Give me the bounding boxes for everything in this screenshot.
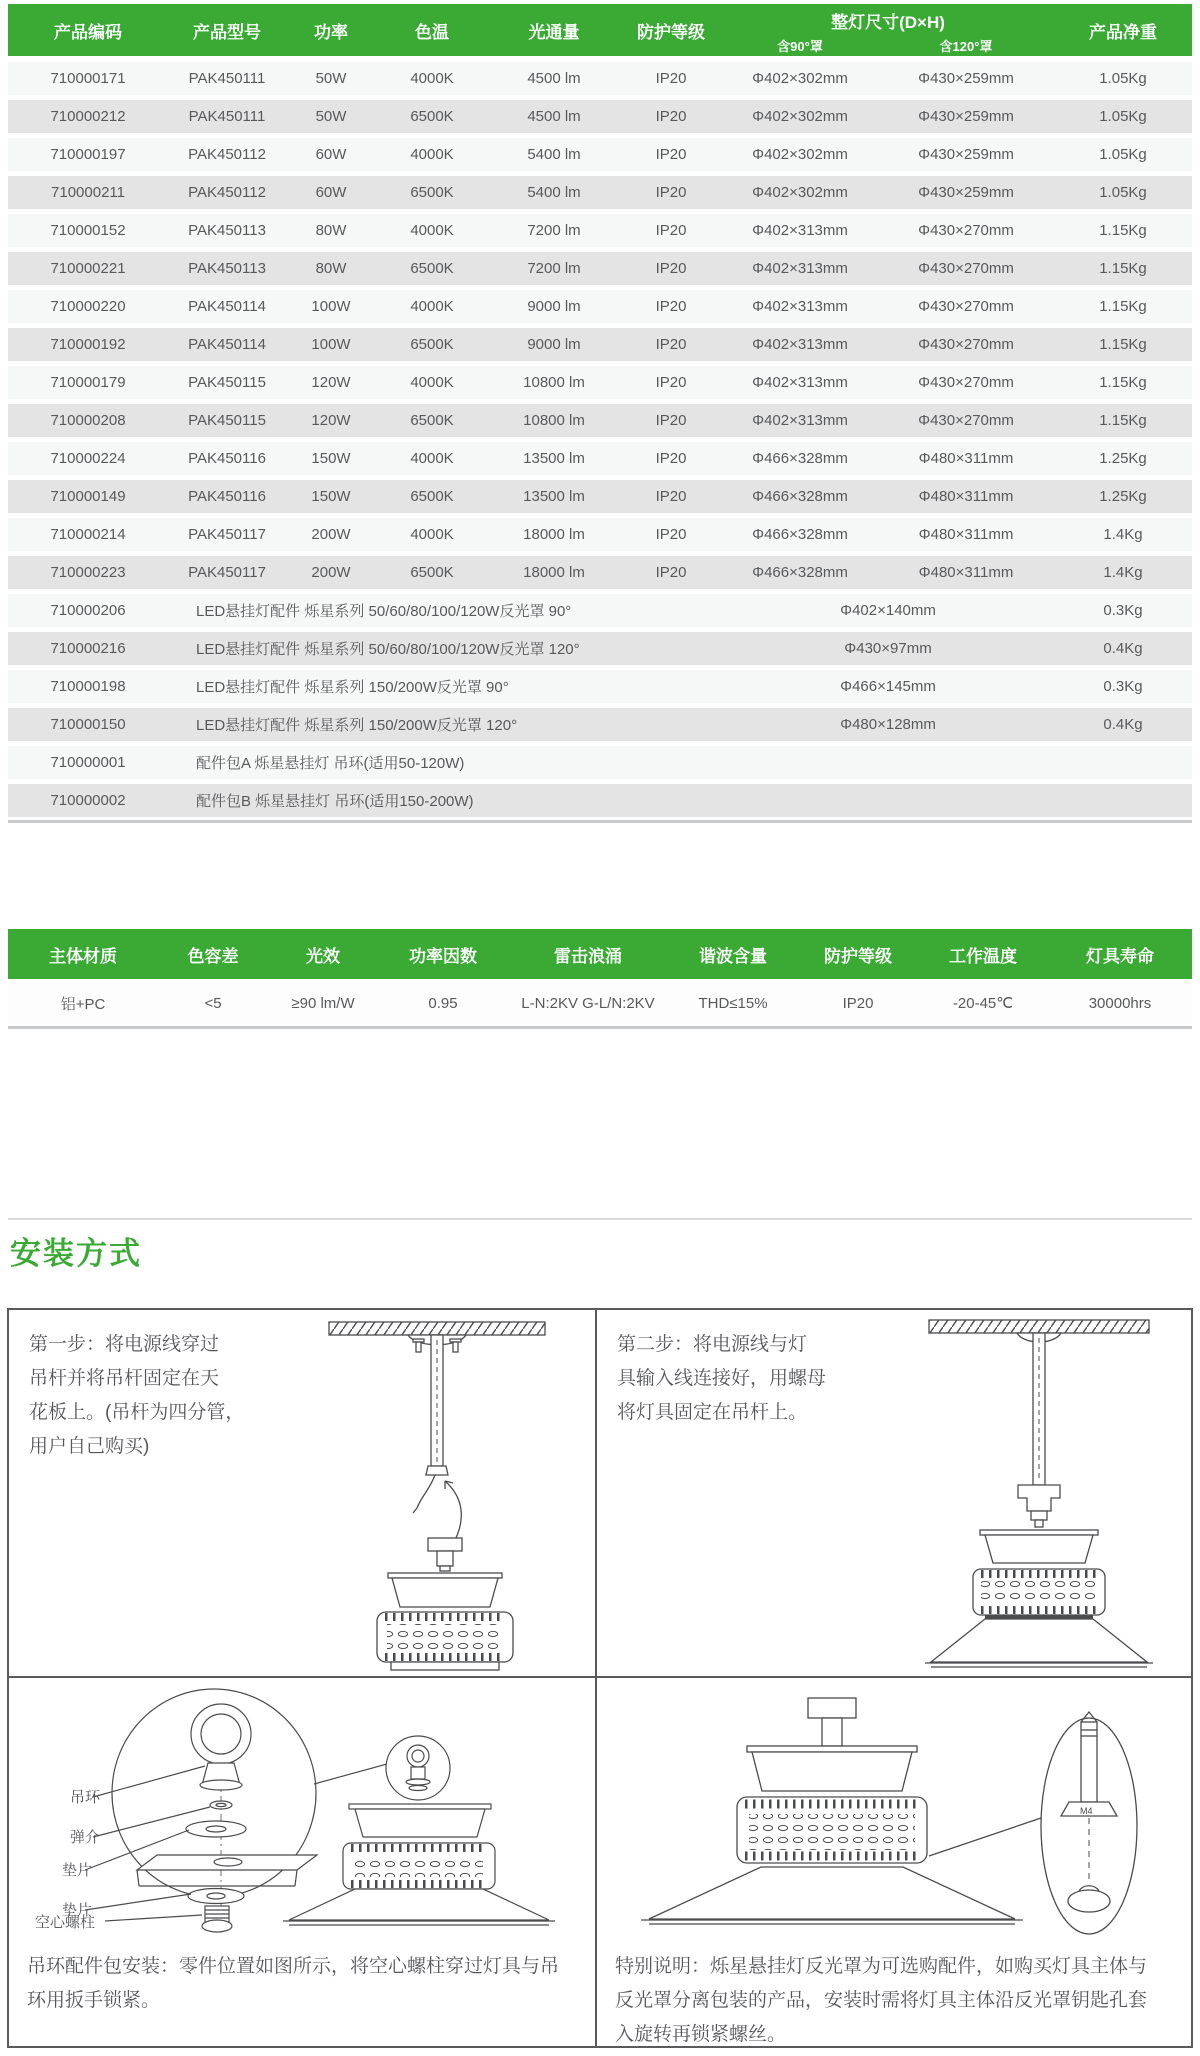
- spec-table-header: [8, 929, 1192, 980]
- cell-power: 200W: [286, 554, 376, 592]
- header-model: 产品型号: [168, 4, 286, 59]
- text-line: 将灯具固定在吊杆上。: [617, 1402, 808, 1423]
- cell-dim120: Φ430×270mm: [878, 212, 1054, 250]
- cell-ip: IP20: [620, 98, 722, 136]
- cell-weight: 0.3Kg: [1054, 668, 1192, 706]
- cell-flux: 13500 lm: [488, 478, 620, 516]
- cell-accessory-desc: LED悬挂灯配件 烁星系列 150/200W反光罩 120°: [168, 706, 722, 744]
- cell-ip: IP20: [620, 136, 722, 174]
- cell-flux: 5400 lm: [488, 136, 620, 174]
- header-ip: 防护等级: [620, 4, 722, 59]
- cell-weight: 1.25Kg: [1054, 440, 1192, 478]
- cell-dim120: Φ430×270mm: [878, 326, 1054, 364]
- cell-dim90: Φ402×302mm: [722, 98, 878, 136]
- cell-dim120: Φ480×311mm: [878, 478, 1054, 516]
- cell-power: 60W: [286, 174, 376, 212]
- cell-ip: IP20: [620, 478, 722, 516]
- text-line: 第一步：将电源线穿过: [29, 1334, 220, 1355]
- hollow-stud-label: 空心螺柱: [35, 1914, 96, 1931]
- cell-product-code: 710000002: [8, 782, 168, 820]
- header-dim90: 含90°罩: [722, 34, 878, 59]
- cell-weight: 1.15Kg: [1054, 250, 1192, 288]
- cell-dim90: Φ402×313mm: [722, 402, 878, 440]
- cell-pack-desc: 配件包B 烁星悬挂灯 吊环(适用150-200W): [168, 782, 1192, 820]
- cell-ip: IP20: [620, 402, 722, 440]
- cell-model: PAK450114: [168, 326, 286, 364]
- bolt-size-mark: M4: [1080, 1806, 1093, 1816]
- cell-ip: IP20: [620, 554, 722, 592]
- cell-dim: Φ480×128mm: [722, 706, 1054, 744]
- cell-accessory-desc: LED悬挂灯配件 烁星系列 150/200W反光罩 90°: [168, 668, 722, 706]
- spec-header-cell: 光效: [268, 929, 378, 980]
- cell-power: 50W: [286, 98, 376, 136]
- cell-dim90: Φ402×313mm: [722, 250, 878, 288]
- install-step1-panel: [9, 1310, 597, 1678]
- cell-weight: 0.4Kg: [1054, 630, 1192, 668]
- text-line: 具输入线连接好，用螺母: [617, 1368, 827, 1389]
- product-table-row: [8, 668, 1192, 706]
- cell-product-code: 710000220: [8, 288, 168, 326]
- install-step1-text: [29, 1328, 244, 1464]
- step1-rod-ceiling-diagram-icon: [307, 1316, 577, 1674]
- cell-model: PAK450111: [168, 98, 286, 136]
- cell-power: 150W: [286, 478, 376, 516]
- cell-weight: 1.4Kg: [1054, 554, 1192, 592]
- electrical-spec-table: [8, 929, 1192, 1025]
- cell-model: PAK450115: [168, 364, 286, 402]
- spec-header-cell: 灯具寿命: [1048, 929, 1192, 980]
- cell-product-code: 710000198: [8, 668, 168, 706]
- cell-model: PAK450114: [168, 288, 286, 326]
- cell-power: 100W: [286, 326, 376, 364]
- header-flux: 光通量: [488, 4, 620, 59]
- cell-model: PAK450113: [168, 250, 286, 288]
- product-table-row: [8, 554, 1192, 592]
- cell-product-code: 710000224: [8, 440, 168, 478]
- cell-model: PAK450112: [168, 136, 286, 174]
- header-code: 产品编码: [8, 4, 168, 59]
- cell-cct: 4000K: [376, 440, 488, 478]
- cell-dim: Φ466×145mm: [722, 668, 1054, 706]
- cell-ip: IP20: [620, 288, 722, 326]
- cell-cct: 4000K: [376, 136, 488, 174]
- washer-label-1: 垫片: [62, 1862, 93, 1879]
- cell-power: 120W: [286, 402, 376, 440]
- cell-cct: 6500K: [376, 402, 488, 440]
- product-table-row: [8, 744, 1192, 782]
- cell-power: 150W: [286, 440, 376, 478]
- cell-ip: IP20: [620, 326, 722, 364]
- cell-ip: IP20: [620, 174, 722, 212]
- cell-flux: 10800 lm: [488, 402, 620, 440]
- cell-dim120: Φ480×311mm: [878, 554, 1054, 592]
- cell-dim120: Φ430×270mm: [878, 250, 1054, 288]
- spec-value-cell: L-N:2KV G-L/N:2KV: [508, 980, 668, 1025]
- cell-product-code: 710000171: [8, 59, 168, 98]
- cell-dim120: Φ430×259mm: [878, 59, 1054, 98]
- cell-flux: 9000 lm: [488, 288, 620, 326]
- header-dim120: 含120°罩: [878, 34, 1054, 59]
- cell-ip: IP20: [620, 212, 722, 250]
- install-section-title: 安装方式: [10, 1236, 142, 1271]
- cell-accessory-desc: LED悬挂灯配件 烁星系列 50/60/80/100/120W反光罩 90°: [168, 592, 722, 630]
- cell-dim90: Φ466×328mm: [722, 440, 878, 478]
- product-table-row: [8, 326, 1192, 364]
- cell-product-code: 710000152: [8, 212, 168, 250]
- cell-cct: 4000K: [376, 364, 488, 402]
- cell-flux: 13500 lm: [488, 440, 620, 478]
- cell-cct: 6500K: [376, 174, 488, 212]
- cell-ip: IP20: [620, 250, 722, 288]
- ring-install-note: [27, 1950, 559, 2018]
- cell-weight: 0.4Kg: [1054, 706, 1192, 744]
- cell-product-code: 710000211: [8, 174, 168, 212]
- text-line: 反光罩分离包装的产品，安装时需将灯具主体沿反光罩钥匙孔套: [615, 1990, 1148, 2011]
- cell-model: PAK450112: [168, 174, 286, 212]
- product-table-row: [8, 250, 1192, 288]
- cell-product-code: 710000150: [8, 706, 168, 744]
- product-spec-table: [8, 4, 1192, 822]
- spec-header-cell: 工作温度: [918, 929, 1048, 980]
- cell-cct: 6500K: [376, 478, 488, 516]
- table-bottom-rule: [8, 1026, 1192, 1029]
- cell-product-code: 710000212: [8, 98, 168, 136]
- product-table-row: [8, 136, 1192, 174]
- cell-weight: 1.25Kg: [1054, 478, 1192, 516]
- special-note-text: [615, 1950, 1147, 2052]
- cell-dim120: Φ430×270mm: [878, 364, 1054, 402]
- text-line: 用户自己购买): [29, 1436, 150, 1457]
- product-table-body: [8, 59, 1192, 820]
- cell-flux: 4500 lm: [488, 98, 620, 136]
- spec-table-values: [8, 980, 1192, 1025]
- cell-product-code: 710000214: [8, 516, 168, 554]
- cell-weight: 1.15Kg: [1054, 364, 1192, 402]
- cell-dim120: Φ480×311mm: [878, 440, 1054, 478]
- cell-weight: 1.05Kg: [1054, 136, 1192, 174]
- cell-model: PAK450113: [168, 212, 286, 250]
- text-line: 环用扳手锁紧。: [27, 1990, 161, 2011]
- cell-weight: 1.15Kg: [1054, 402, 1192, 440]
- installation-diagrams-box: [7, 1308, 1193, 2048]
- table-bottom-rule: [8, 820, 1192, 823]
- cell-flux: 4500 lm: [488, 59, 620, 98]
- cell-cct: 4000K: [376, 59, 488, 98]
- reflector-keyhole-diagram-icon: [597, 1678, 1189, 1946]
- cell-dim90: Φ402×302mm: [722, 136, 878, 174]
- product-table-header: [8, 4, 1192, 59]
- cell-product-code: 710000001: [8, 744, 168, 782]
- cell-cct: 4000K: [376, 516, 488, 554]
- cell-pack-desc: 配件包A 烁星悬挂灯 吊环(适用50-120W): [168, 744, 1192, 782]
- cell-dim: Φ430×97mm: [722, 630, 1054, 668]
- cell-product-code: 710000149: [8, 478, 168, 516]
- cell-cct: 6500K: [376, 98, 488, 136]
- special-note-panel: [597, 1678, 1191, 2046]
- product-table-row: [8, 592, 1192, 630]
- product-table-row: [8, 782, 1192, 820]
- cell-flux: 10800 lm: [488, 364, 620, 402]
- cell-power: 80W: [286, 212, 376, 250]
- text-line: 第二步：将电源线与灯: [617, 1334, 808, 1355]
- cell-cct: 6500K: [376, 250, 488, 288]
- cell-ip: IP20: [620, 440, 722, 478]
- header-weight: 产品净重: [1054, 4, 1192, 59]
- cell-cct: 6500K: [376, 326, 488, 364]
- cell-power: 200W: [286, 516, 376, 554]
- cell-weight: 0.3Kg: [1054, 592, 1192, 630]
- cell-flux: 5400 lm: [488, 174, 620, 212]
- cell-weight: 1.15Kg: [1054, 288, 1192, 326]
- cell-cct: 4000K: [376, 288, 488, 326]
- cell-power: 120W: [286, 364, 376, 402]
- cell-dim90: Φ466×328mm: [722, 554, 878, 592]
- cell-flux: 18000 lm: [488, 516, 620, 554]
- cell-weight: 1.05Kg: [1054, 59, 1192, 98]
- cell-product-code: 710000197: [8, 136, 168, 174]
- cell-dim: Φ402×140mm: [722, 592, 1054, 630]
- cell-dim90: Φ466×328mm: [722, 516, 878, 554]
- cell-product-code: 710000192: [8, 326, 168, 364]
- cell-dim120: Φ430×270mm: [878, 288, 1054, 326]
- text-line: 花板上。(吊杆为四分管，: [29, 1402, 245, 1423]
- product-table-row: [8, 440, 1192, 478]
- cell-flux: 9000 lm: [488, 326, 620, 364]
- spec-value-cell: ≥90 lm/W: [268, 980, 378, 1025]
- cell-model: PAK450116: [168, 440, 286, 478]
- product-table-row: [8, 630, 1192, 668]
- product-table-row: [8, 402, 1192, 440]
- cell-product-code: 710000216: [8, 630, 168, 668]
- cell-dim90: Φ402×302mm: [722, 174, 878, 212]
- cell-dim120: Φ430×270mm: [878, 402, 1054, 440]
- cell-cct: 6500K: [376, 554, 488, 592]
- spec-header-cell: 色容差: [158, 929, 268, 980]
- cell-weight: 1.15Kg: [1054, 212, 1192, 250]
- section-divider: [8, 1218, 1192, 1220]
- cell-power: 100W: [286, 288, 376, 326]
- spring-label: 弹介: [70, 1829, 101, 1846]
- spec-header-cell: 雷击浪涌: [508, 929, 668, 980]
- cell-weight: 1.05Kg: [1054, 174, 1192, 212]
- cell-dim120: Φ430×259mm: [878, 136, 1054, 174]
- product-table-row: [8, 59, 1192, 98]
- cell-ip: IP20: [620, 516, 722, 554]
- cell-dim120: Φ430×259mm: [878, 174, 1054, 212]
- ring-accessory-exploded-diagram-icon: [9, 1678, 595, 1946]
- text-line: 特别说明：烁星悬挂灯反光罩为可选购配件，如购买灯具主体与: [615, 1956, 1148, 1977]
- text-line: 入旋转再锁紧螺丝。: [615, 2024, 787, 2045]
- cell-power: 80W: [286, 250, 376, 288]
- cell-flux: 7200 lm: [488, 212, 620, 250]
- cell-dim90: Φ402×313mm: [722, 212, 878, 250]
- cell-dim90: Φ466×328mm: [722, 478, 878, 516]
- install-step2-text: [617, 1328, 826, 1430]
- header-power: 功率: [286, 4, 376, 59]
- product-table-row: [8, 364, 1192, 402]
- cell-ip: IP20: [620, 364, 722, 402]
- spec-value-cell: THD≤15%: [668, 980, 798, 1025]
- header-cct: 色温: [376, 4, 488, 59]
- product-table-row: [8, 174, 1192, 212]
- cell-dim120: Φ430×259mm: [878, 98, 1054, 136]
- product-table-row: [8, 478, 1192, 516]
- cell-weight: 1.4Kg: [1054, 516, 1192, 554]
- cell-dim90: Φ402×313mm: [722, 326, 878, 364]
- cell-flux: 18000 lm: [488, 554, 620, 592]
- spec-value-cell: 0.95: [378, 980, 508, 1025]
- cell-model: PAK450116: [168, 478, 286, 516]
- spec-value-cell: 30000hrs: [1048, 980, 1192, 1025]
- header-dimensions-group: 整灯尺寸(D×H): [722, 4, 1054, 34]
- cell-model: PAK450117: [168, 554, 286, 592]
- product-table-row: [8, 516, 1192, 554]
- cell-ip: IP20: [620, 59, 722, 98]
- step2-lamp-on-rod-diagram-icon: [889, 1314, 1189, 1672]
- cell-dim90: Φ402×313mm: [722, 364, 878, 402]
- spec-header-cell: 防护等级: [798, 929, 918, 980]
- cell-product-code: 710000206: [8, 592, 168, 630]
- spec-value-cell: IP20: [798, 980, 918, 1025]
- cell-product-code: 710000208: [8, 402, 168, 440]
- washer-label-2: 垫片: [62, 1902, 93, 1919]
- ring-accessory-panel: [9, 1678, 597, 2046]
- cell-product-code: 710000223: [8, 554, 168, 592]
- product-table-row: [8, 706, 1192, 744]
- spec-value-cell: <5: [158, 980, 268, 1025]
- spec-header-cell: 谐波含量: [668, 929, 798, 980]
- spec-header-cell: 主体材质: [8, 929, 158, 980]
- cell-power: 50W: [286, 59, 376, 98]
- text-line: 吊杆并将吊杆固定在天: [29, 1368, 220, 1389]
- cell-flux: 7200 lm: [488, 250, 620, 288]
- product-table-row: [8, 212, 1192, 250]
- spec-value-cell: 铝+PC: [8, 980, 158, 1025]
- cell-accessory-desc: LED悬挂灯配件 烁星系列 50/60/80/100/120W反光罩 120°: [168, 630, 722, 668]
- spec-value-cell: -20-45℃: [918, 980, 1048, 1025]
- cell-dim90: Φ402×313mm: [722, 288, 878, 326]
- cell-dim90: Φ402×302mm: [722, 59, 878, 98]
- cell-power: 60W: [286, 136, 376, 174]
- cell-product-code: 710000221: [8, 250, 168, 288]
- cell-cct: 4000K: [376, 212, 488, 250]
- cell-model: PAK450117: [168, 516, 286, 554]
- ring-label: 吊环: [70, 1789, 101, 1806]
- cell-weight: 1.05Kg: [1054, 98, 1192, 136]
- product-table-row: [8, 288, 1192, 326]
- cell-product-code: 710000179: [8, 364, 168, 402]
- cell-model: PAK450111: [168, 59, 286, 98]
- product-table-row: [8, 98, 1192, 136]
- install-step2-panel: [597, 1310, 1191, 1678]
- text-line: 吊环配件包安装：零件位置如图所示，将空心螺柱穿过灯具与吊: [27, 1956, 560, 1977]
- cell-model: PAK450115: [168, 402, 286, 440]
- spec-header-cell: 功率因数: [378, 929, 508, 980]
- cell-dim120: Φ480×311mm: [878, 516, 1054, 554]
- cell-weight: 1.15Kg: [1054, 326, 1192, 364]
